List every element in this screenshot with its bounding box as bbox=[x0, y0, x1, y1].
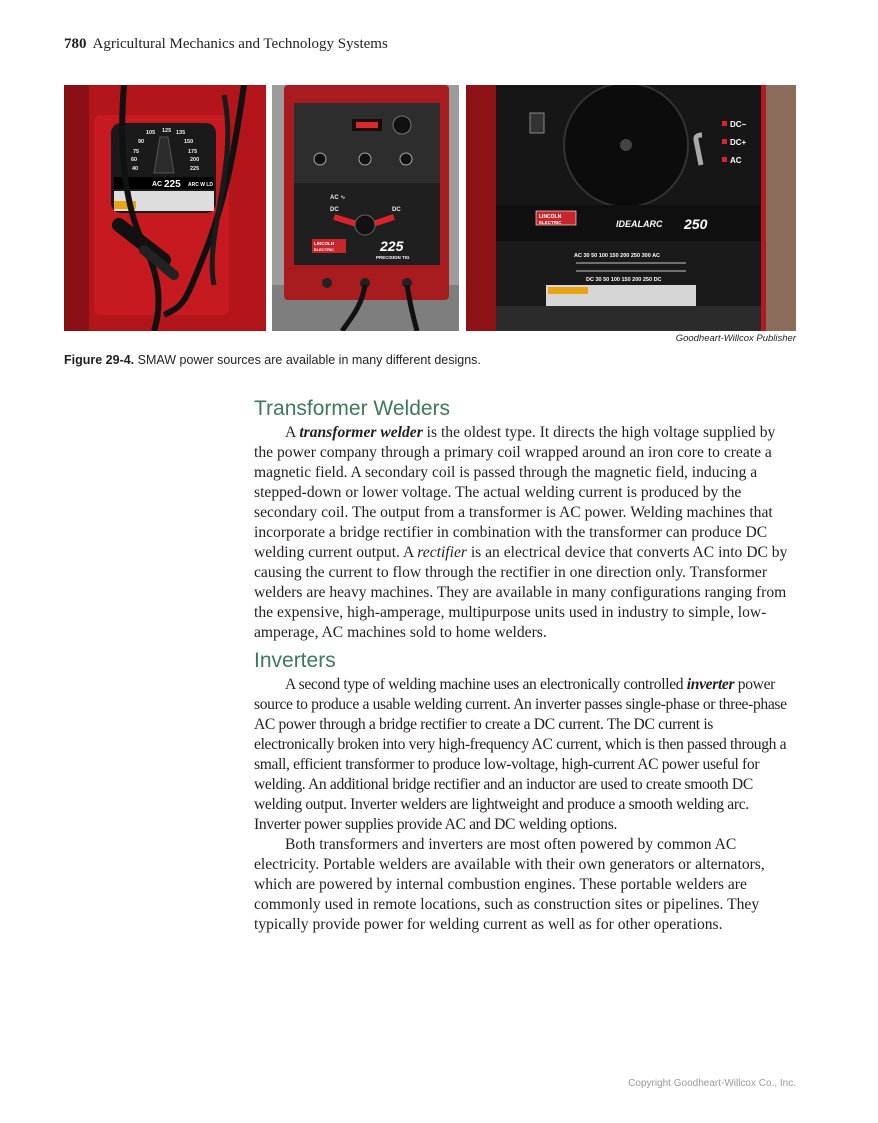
text-run: power source to produce a usable welding current. An inverter passes single-phase or three-phase AC power through a bridge rectifier to create a DC current. The DC current is electronically broken into very high-frequency AC current, which is then passed through a small, efficient transformer to produce low-voltage, high-current AC power useful for welding. An additional bridge rectifier and an inductor are used to create smooth DC welding output. Inverter welders are lightweight and produce a smooth welding arc. Inverter power supplies provide AC and DC welding options. bbox=[254, 676, 787, 833]
photo-precision-tig-225 bbox=[272, 85, 459, 331]
text-run: is the oldest type. It directs the high voltage supplied by the power company through a primary coil wrapped around an iron core to create a magnetic field. A secondary coil is passed through the magnetic field, inducing a stepped-down or lower voltage. The actual welding current is produced by the secondary coil. The output from a transformer is AC power. Welding machines that incorporate a bridge rectifier in combination with the transformer can produce DC welding current output. A bbox=[254, 424, 776, 561]
dial-label: 75 bbox=[133, 149, 140, 155]
brand-line-1: LINCOLN bbox=[539, 214, 562, 220]
page-number: 780 bbox=[64, 36, 87, 52]
scale-bottom: DC 30 50 100 150 200 250 DC bbox=[586, 277, 662, 283]
dc-label-left: DC bbox=[330, 207, 339, 213]
figure-number: Figure 29-4. bbox=[64, 353, 135, 367]
paragraph: Both transformers and inverters are most often powered by common AC electricity. Portable welders are available with their own generators or alternators, which are powered by internal combustion engines. These portable welders are commonly used in remote locations, such as construction sites or pipelines. They typically provide power for welding current as well as for other operations. bbox=[254, 836, 765, 933]
model-sub: PRECISION TIG bbox=[376, 255, 410, 260]
text-run: is an electrical device that converts AC into DC by causing the current to flow through the rectifier in one direction only. Transformer welders are heavy machines. They are available in many configurations ranging from the expensive, high-amperage, multipurpose units used in industry to simple, low-amperage, AC machines sold to home welders. bbox=[254, 544, 788, 641]
dc-label-right: DC bbox=[392, 207, 401, 213]
photo-idealarc-250 bbox=[466, 85, 796, 331]
dial-label: 60 bbox=[131, 157, 138, 163]
dc-minus-label: DC− bbox=[730, 120, 747, 129]
running-header bbox=[64, 36, 388, 53]
model-number: 250 bbox=[684, 216, 708, 232]
dial-label: 90 bbox=[138, 139, 145, 145]
section-heading: Transformer Welders bbox=[254, 397, 451, 420]
dc-plus-label: DC+ bbox=[730, 138, 747, 147]
dial-label: 125 bbox=[162, 128, 172, 134]
key-term: inverter bbox=[686, 676, 735, 693]
text-run: A bbox=[285, 424, 300, 441]
model-number: 225 bbox=[164, 179, 181, 190]
section-heading: Inverters bbox=[254, 649, 336, 672]
key-term: rectifier bbox=[417, 544, 467, 561]
model-name: IDEALARC bbox=[616, 219, 663, 229]
body-text bbox=[254, 395, 794, 935]
figure-caption bbox=[64, 353, 481, 367]
ac-label: AC ∿ bbox=[330, 195, 346, 201]
photo-ac225-welder bbox=[64, 85, 266, 331]
dial-label: 175 bbox=[188, 149, 198, 155]
dial-label: 135 bbox=[176, 130, 186, 136]
book-title: Agricultural Mechanics and Technology Systems bbox=[92, 36, 388, 52]
dial-label: 40 bbox=[132, 166, 139, 172]
model-suffix: ARC W LD bbox=[188, 182, 213, 188]
ac-label: AC bbox=[730, 156, 742, 165]
brand-line-2: ELECTRIC bbox=[314, 247, 334, 252]
photo-credit: Goodheart-Willcox Publisher bbox=[675, 333, 796, 344]
key-term: transformer welder bbox=[299, 424, 423, 441]
dial-label: 200 bbox=[190, 157, 200, 163]
paragraph bbox=[254, 423, 794, 643]
dial-label: 105 bbox=[146, 130, 156, 136]
figure-caption-text: SMAW power sources are available in many different designs. bbox=[137, 353, 481, 367]
paragraph bbox=[254, 675, 794, 835]
brand-line-2: ELECTRIC bbox=[539, 220, 562, 225]
scale-top: AC 30 50 100 150 200 250 300 AC bbox=[574, 253, 661, 259]
text-run: A second type of welding machine uses an electronically controlled bbox=[285, 676, 687, 693]
copyright-footer: Copyright Goodheart-Willcox Co., Inc. bbox=[628, 1078, 796, 1089]
dial-label: 150 bbox=[184, 139, 194, 145]
brand-line-1: LINCOLN bbox=[314, 241, 334, 246]
model-ac: AC bbox=[152, 181, 163, 188]
dial-label: 225 bbox=[190, 166, 200, 172]
model-number: 225 bbox=[380, 238, 404, 254]
